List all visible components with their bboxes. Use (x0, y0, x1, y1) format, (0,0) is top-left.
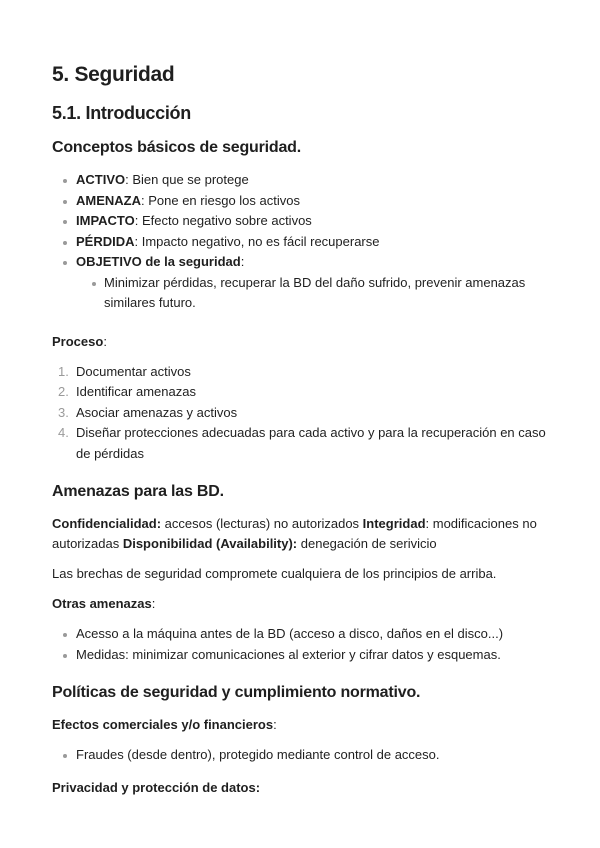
term: ACTIVO (76, 172, 126, 187)
list-item (52, 170, 552, 191)
nested-list (76, 273, 552, 314)
definition: : (240, 254, 245, 269)
list-item: 3. Asociar amenazas y activos (58, 404, 238, 420)
list-item (52, 252, 552, 314)
term: OBJETIVO de la seguridad (76, 254, 241, 269)
privacidad-label: Privacidad y protección de datos: (52, 779, 261, 795)
section-subtitle: 5.1. Introducción (52, 103, 191, 123)
definition: : Bien que se protege (125, 172, 249, 187)
otras-amenazas-list (52, 624, 552, 665)
efectos-label: Efectos comerciales y/o financieros: (52, 717, 277, 732)
list-item: Acesso a la máquina antes de la BD (acceso a disco, daños en el disco...) (52, 624, 552, 645)
document-page (52, 62, 552, 808)
term: AMENAZA (76, 192, 141, 208)
otras-amenazas-label: Otras amenazas: (52, 596, 156, 611)
list-item: 4. Diseñar protecciones adecuadas para cada activo y para la recuperación en caso de pérdidas (58, 425, 546, 461)
list-item: Fraudes (desde dentro), protegido mediante control de acceso. (52, 745, 552, 766)
list-item (52, 191, 552, 212)
page-title: 5. Seguridad (52, 63, 175, 86)
list-item: Minimizar pérdidas, recuperar la BD del daño sufrido, prevenir amenazas similares futuro. (76, 273, 552, 314)
heading-conceptos: Conceptos básicos de seguridad. (52, 139, 301, 156)
list-item: 2. Identificar amenazas (58, 384, 196, 399)
definition: : Impacto negativo, no es fácil recuperarse (134, 233, 380, 249)
efectos-list (52, 745, 552, 766)
heading-politicas: Políticas de seguridad y cumplimiento normativo. (52, 684, 421, 701)
list-item: Medidas: minimizar comunicaciones al exterior y cifrar datos y esquemas. (52, 645, 552, 666)
term: PÉRDIDA (76, 233, 135, 249)
list-item (52, 232, 552, 253)
concepts-list (52, 170, 552, 314)
proceso-label: Proceso: (52, 333, 107, 349)
definition: : Pone en riesgo los activos (141, 192, 300, 208)
list-item: 1. Documentar activos (58, 363, 191, 379)
list-item (52, 211, 552, 232)
term: IMPACTO (76, 213, 135, 228)
heading-amenazas: Amenazas para las BD. (52, 483, 224, 500)
definition: : Efecto negativo sobre activos (134, 213, 312, 228)
brechas-paragraph: Las brechas de seguridad compromete cualquiera de los principios de arriba. (52, 566, 497, 581)
proceso-steps (52, 362, 552, 465)
principles-paragraph: Confidencialidad: accesos (lecturas) no autorizados Integridad: modificaciones no autorizadas Disponibilidad (Availability): denegación de serivicio (52, 516, 537, 551)
